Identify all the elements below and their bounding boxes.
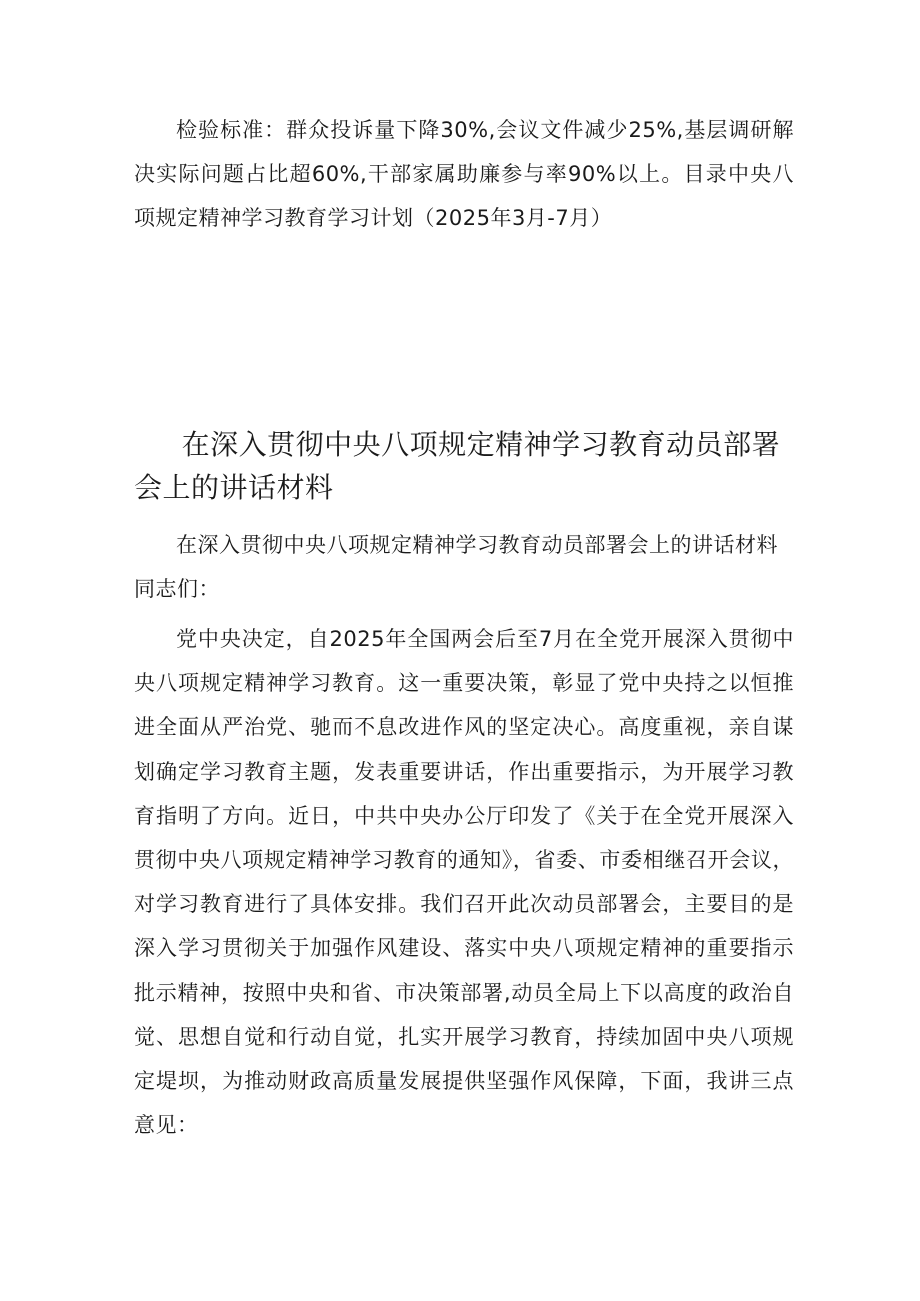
main-paragraph: 党中央决定，自2025年全国两会后至7月在全党开展深入贯彻中央八项规定精神学习教育。这一重要决策，彰显了党中央持之以恒推进全面从严治党、驰而不息改进作风的坚定决心。高度重视，亲自谋划确定学习教育主题，发表重要讲话，作出重要指示，为开展学习教育指明了方向。近日，中共中央办公厅印发了《关于在全党开展深入贯彻中央八项规定精神学习教育的通知》，省委、市委相继召开会议，对学习教育进行了具体安排。我们召开此次动员部署会，主要目的是深入学习贯彻关于加强作风建设、落实中央八项规定精神的重要指示批示精神，按照中央和省、市决策部署,动员全局上下以高度的政治自觉、思想自觉和行动自觉，扎实开展学习教育，持续加固中央八项规定堤坝，为推动财政高质量发展提供坚强作风保障，下面，我讲三点意见： — [134, 627, 794, 1138]
title-repeat-paragraph: 在深入贯彻中央八项规定精神学习教育动员部署会上的讲话材料 — [176, 533, 778, 557]
intro-section — [134, 108, 794, 241]
greeting-section — [134, 567, 794, 611]
main-section — [134, 617, 794, 1147]
greeting-paragraph: 同志们： — [134, 577, 220, 601]
document-title: 在深入贯彻中央八项规定精神学习教育动员部署会上的讲话材料 — [134, 428, 781, 504]
title-repeat-section — [134, 523, 794, 567]
intro-paragraph: 检验标准：群众投诉量下降30%,会议文件减少25%,基层调研解决实际问题占比超60%,干部家属助廉参与率90%以上。目录中央八项规定精神学习教育学习计划（2025年3月-7月） — [134, 118, 794, 231]
title-section — [134, 423, 794, 509]
